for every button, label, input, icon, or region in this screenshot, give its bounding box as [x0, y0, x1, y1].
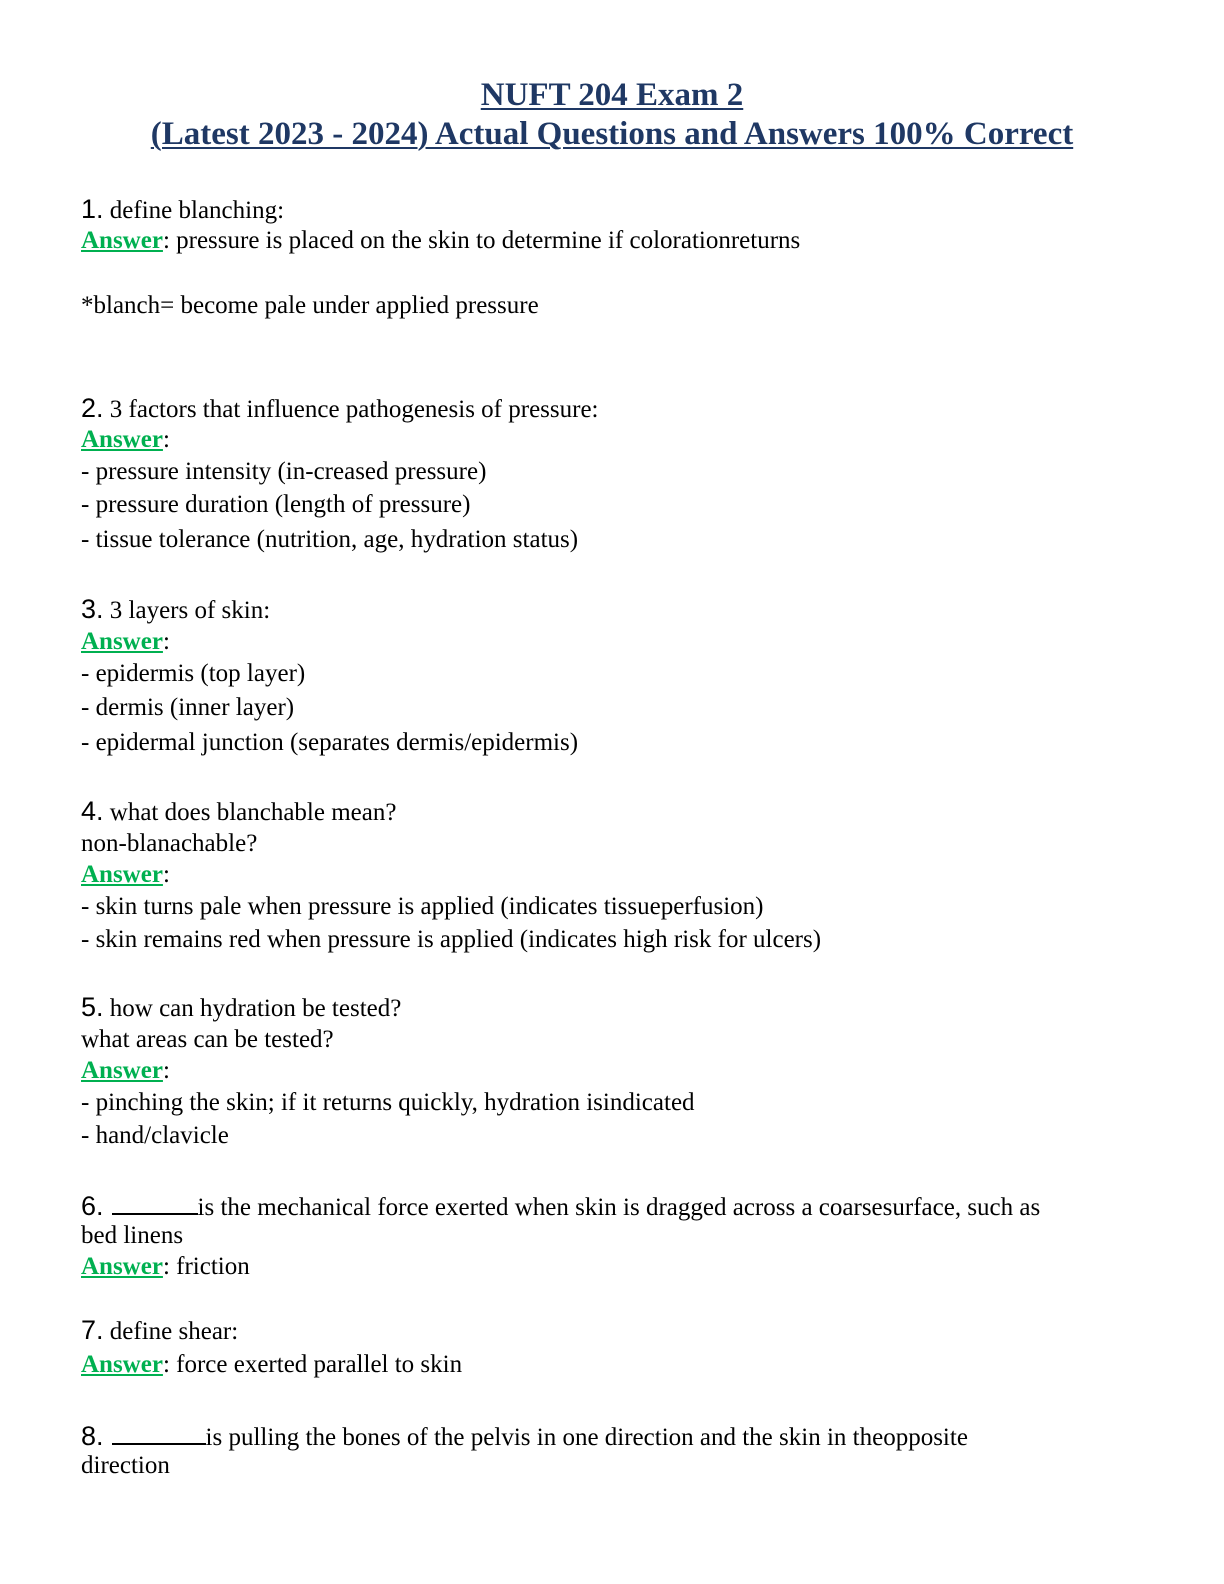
question-7 [81, 1317, 238, 1344]
fill-in-blank [112, 1421, 206, 1445]
question-6-line-2: bed linens [81, 1222, 184, 1249]
answer-5 [81, 1058, 170, 1083]
question-text: is the mechanical force exerted when skin is dragged across a coarsesurface, such as [197, 1194, 1041, 1221]
answer-3 [81, 629, 170, 654]
question-8 [81, 1421, 968, 1450]
answer-label: Answer [81, 1253, 163, 1280]
question-text: 3 factors that influence pathogenesis of pressure: [103, 396, 599, 423]
answer-2-item: - tissue tolerance (nutrition, age, hydration status) [81, 526, 579, 553]
answer-text: : pressure is placed on the skin to determine if colorationreturns [162, 227, 801, 254]
question-6 [81, 1191, 1040, 1220]
question-number: 8. [81, 1421, 104, 1451]
answer-4-item: - skin turns pale when pressure is applied (indicates tissueperfusion) [81, 893, 764, 920]
question-text: what does blanchable mean? [103, 799, 397, 826]
answer-3-item: - epidermis (top layer) [81, 660, 306, 687]
answer-label: Answer [81, 227, 163, 254]
answer-2 [81, 427, 170, 452]
answer-text: : [162, 1057, 170, 1084]
question-1 [81, 196, 284, 223]
answer-7 [81, 1352, 462, 1377]
answer-5-item: - pinching the skin; if it returns quickly, hydration isindicated [81, 1089, 695, 1116]
answer-text: : [162, 426, 170, 453]
question-8-line-2: direction [81, 1452, 170, 1479]
question-5-line-2: what areas can be tested? [81, 1026, 334, 1053]
answer-1-note: *blanch= become pale under applied pressure [81, 292, 539, 319]
question-text: is pulling the bones of the pelvis in one direction and the skin in theopposite [205, 1424, 968, 1451]
question-3 [81, 596, 270, 623]
question-number: 4. [81, 796, 104, 826]
question-number: 1. [81, 194, 104, 224]
fill-in-blank [112, 1191, 198, 1215]
answer-4-item: - skin remains red when pressure is applied (indicates high risk for ulcers) [81, 926, 822, 953]
answer-3-item: - epidermal junction (separates dermis/epidermis) [81, 729, 579, 756]
answer-3-item: - dermis (inner layer) [81, 694, 295, 721]
document-title-line-1: NUFT 204 Exam 2 [480, 77, 744, 113]
answer-text: : friction [162, 1253, 250, 1280]
question-5 [81, 994, 401, 1021]
answer-5-item: - hand/clavicle [81, 1122, 229, 1149]
question-4 [81, 798, 396, 825]
answer-text: : [162, 861, 170, 888]
answer-text: : [162, 628, 170, 655]
answer-label: Answer [81, 1057, 163, 1084]
question-text: define blanching: [103, 197, 285, 224]
answer-1 [81, 228, 800, 253]
question-text: define shear: [103, 1318, 239, 1345]
question-number: 5. [81, 992, 104, 1022]
question-number: 6. [81, 1191, 104, 1221]
question-number: 2. [81, 393, 104, 423]
question-4-line-2: non-blanachable? [81, 830, 258, 857]
answer-2-item: - pressure intensity (in-creased pressure) [81, 458, 487, 485]
answer-4 [81, 862, 170, 887]
answer-label: Answer [81, 1351, 163, 1378]
question-number: 3. [81, 594, 104, 624]
question-2 [81, 395, 599, 422]
question-text: 3 layers of skin: [103, 597, 271, 624]
answer-label: Answer [81, 861, 163, 888]
answer-2-item: - pressure duration (length of pressure) [81, 491, 471, 518]
answer-text: : force exerted parallel to skin [162, 1351, 463, 1378]
question-text: how can hydration be tested? [103, 995, 402, 1022]
answer-6 [81, 1254, 250, 1279]
answer-label: Answer [81, 628, 163, 655]
question-number: 7. [81, 1315, 104, 1345]
answer-label: Answer [81, 426, 163, 453]
document-title-line-2: (Latest 2023 - 2024) Actual Questions and Answers 100% Correct [150, 116, 1074, 152]
